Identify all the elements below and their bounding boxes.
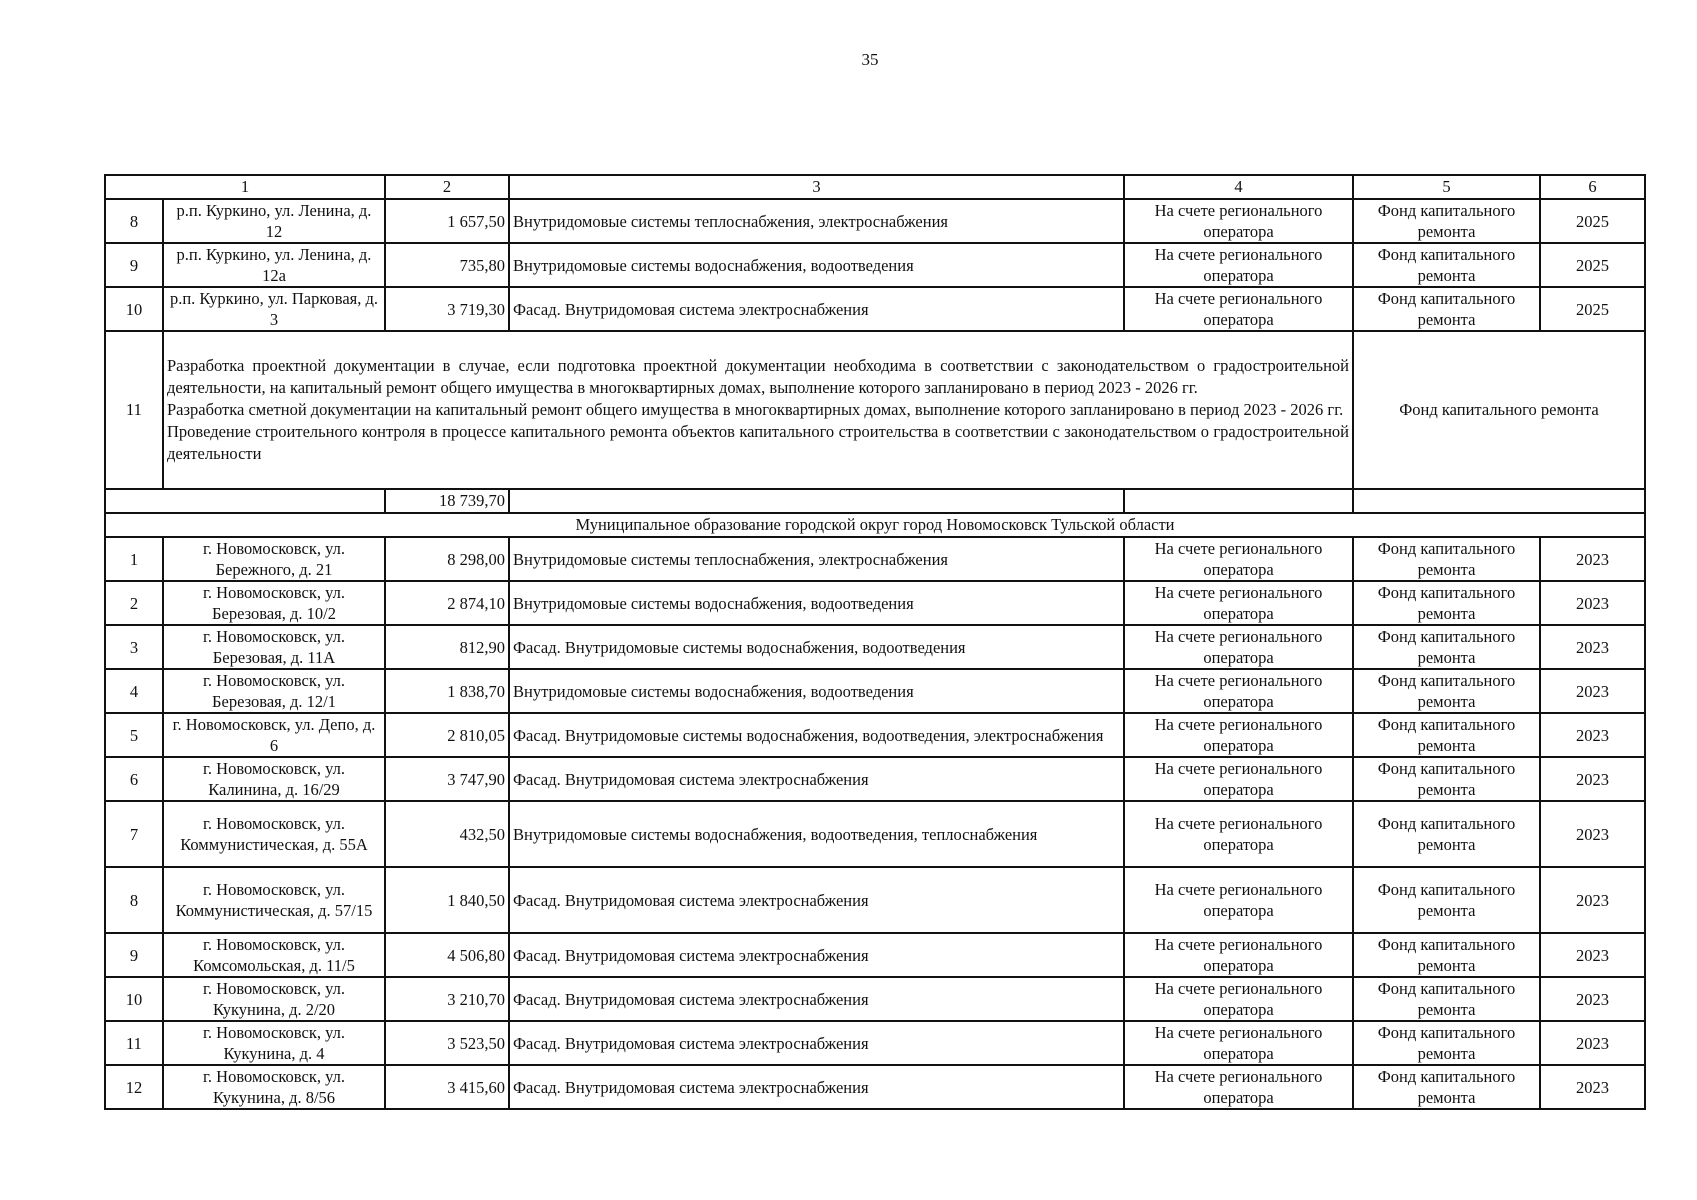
source-cell: Фонд капитального ремонта (1353, 537, 1540, 581)
row-number: 11 (105, 331, 163, 489)
column-number: 6 (1540, 175, 1645, 199)
address-cell: г. Новомосковск, ул. Коммунистическая, д. 55А (163, 801, 385, 867)
cost-cell: 2 810,05 (385, 713, 509, 757)
table-row (105, 537, 1645, 581)
cost-cell: 735,80 (385, 243, 509, 287)
cost-cell: 432,50 (385, 801, 509, 867)
cost-cell: 2 874,10 (385, 581, 509, 625)
account-cell: На счете регионального оператора (1124, 977, 1353, 1021)
table-row-project-documentation (105, 331, 1645, 489)
account-cell: На счете регионального оператора (1124, 801, 1353, 867)
cost-cell: 1 840,50 (385, 867, 509, 933)
works-cell: Внутридомовые системы теплоснабжения, электроснабжения (509, 537, 1124, 581)
cost-cell: 3 210,70 (385, 977, 509, 1021)
account-cell: На счете регионального оператора (1124, 581, 1353, 625)
source-cell: Фонд капитального ремонта (1353, 757, 1540, 801)
source-cell: Фонд капитального ремонта (1353, 867, 1540, 933)
address-cell: г. Новомосковск, ул. Кукунина, д. 4 (163, 1021, 385, 1065)
year-cell: 2023 (1540, 625, 1645, 669)
project-works-line: Проведение строительного контроля в процессе капитального ремонта объектов капитального строительства в соответствии с законодательством о градостроительной деятельности (167, 422, 1349, 463)
row-number: 8 (105, 867, 163, 933)
row-number: 6 (105, 757, 163, 801)
table-row (105, 287, 1645, 331)
account-cell: На счете регионального оператора (1124, 713, 1353, 757)
total-label-cell (105, 489, 385, 513)
year-cell: 2023 (1540, 669, 1645, 713)
table-row (105, 933, 1645, 977)
project-works-cell (163, 331, 1353, 489)
table-row (105, 243, 1645, 287)
total-cost: 18 739,70 (385, 489, 509, 513)
empty-cell (1124, 489, 1353, 513)
column-number-row (105, 175, 1645, 199)
row-number: 9 (105, 933, 163, 977)
source-cell: Фонд капитального ремонта (1353, 669, 1540, 713)
account-cell: На счете регионального оператора (1124, 669, 1353, 713)
table-row (105, 977, 1645, 1021)
address-cell: р.п. Куркино, ул. Парковая, д. 3 (163, 287, 385, 331)
source-cell: Фонд капитального ремонта (1353, 625, 1540, 669)
table-row (105, 625, 1645, 669)
account-cell: На счете регионального оператора (1124, 757, 1353, 801)
column-number: 4 (1124, 175, 1353, 199)
works-cell: Фасад. Внутридомовые системы водоснабжения, водоотведения (509, 625, 1124, 669)
empty-cell (509, 489, 1124, 513)
address-cell: р.п. Куркино, ул. Ленина, д. 12а (163, 243, 385, 287)
works-cell: Внутридомовые системы теплоснабжения, электроснабжения (509, 199, 1124, 243)
address-cell: г. Новомосковск, ул. Кукунина, д. 8/56 (163, 1065, 385, 1109)
section-title-row (105, 513, 1645, 537)
works-cell: Внутридомовые системы водоснабжения, водоотведения (509, 669, 1124, 713)
row-number: 1 (105, 537, 163, 581)
works-cell: Фасад. Внутридомовые системы водоснабжения, водоотведения, электроснабжения (509, 713, 1124, 757)
cost-cell: 3 415,60 (385, 1065, 509, 1109)
source-cell: Фонд капитального ремонта (1353, 801, 1540, 867)
address-cell: г. Новомосковск, ул. Депо, д. 6 (163, 713, 385, 757)
row-number: 8 (105, 199, 163, 243)
address-cell: р.п. Куркино, ул. Ленина, д. 12 (163, 199, 385, 243)
year-cell: 2023 (1540, 933, 1645, 977)
source-cell: Фонд капитального ремонта (1353, 1065, 1540, 1109)
year-cell: 2023 (1540, 537, 1645, 581)
table-row (105, 581, 1645, 625)
address-cell: г. Новомосковск, ул. Березовая, д. 10/2 (163, 581, 385, 625)
table-row (105, 1065, 1645, 1109)
row-number: 9 (105, 243, 163, 287)
works-cell: Фасад. Внутридомовая система электроснабжения (509, 977, 1124, 1021)
account-cell: На счете регионального оператора (1124, 625, 1353, 669)
cost-cell: 812,90 (385, 625, 509, 669)
source-cell: Фонд капитального ремонта (1353, 933, 1540, 977)
works-cell: Фасад. Внутридомовая система электроснабжения (509, 287, 1124, 331)
column-number: 3 (509, 175, 1124, 199)
row-number: 12 (105, 1065, 163, 1109)
address-cell: г. Новомосковск, ул. Коммунистическая, д. 57/15 (163, 867, 385, 933)
cost-cell: 3 747,90 (385, 757, 509, 801)
section-title: Муниципальное образование городской округ город Новомосковск Тульской области (105, 513, 1645, 537)
address-cell: г. Новомосковск, ул. Бережного, д. 21 (163, 537, 385, 581)
row-number: 7 (105, 801, 163, 867)
column-number: 1 (105, 175, 385, 199)
works-cell: Фасад. Внутридомовая система электроснабжения (509, 1021, 1124, 1065)
account-cell: На счете регионального оператора (1124, 199, 1353, 243)
works-cell: Фасад. Внутридомовая система электроснабжения (509, 1065, 1124, 1109)
year-cell: 2023 (1540, 977, 1645, 1021)
year-cell: 2023 (1540, 801, 1645, 867)
page-number: 35 (861, 50, 879, 69)
account-cell: На счете регионального оператора (1124, 537, 1353, 581)
capital-repair-table (104, 174, 1646, 1110)
account-cell: На счете регионального оператора (1124, 1021, 1353, 1065)
source-cell: Фонд капитального ремонта (1353, 287, 1540, 331)
project-works-line: Разработка сметной документации на капитальный ремонт общего имущества в многоквартирных домах, выполнение которого запланировано в период 2023 - 2026 гг. (167, 400, 1344, 419)
year-cell: 2023 (1540, 581, 1645, 625)
year-cell: 2025 (1540, 199, 1645, 243)
column-number: 2 (385, 175, 509, 199)
year-cell: 2023 (1540, 1065, 1645, 1109)
year-cell: 2025 (1540, 287, 1645, 331)
source-cell: Фонд капитального ремонта (1353, 977, 1540, 1021)
account-cell: На счете регионального оператора (1124, 1065, 1353, 1109)
project-works-line: Разработка проектной документации в случае, если подготовка проектной документации необходима в соответствии с законодательством о градостроительной деятельности, на капитальный ремонт общего имущества в многоквартирных домах, выполнение которого запланировано в период 2023 - 2026 гг. (167, 356, 1349, 397)
row-number: 3 (105, 625, 163, 669)
table-row (105, 669, 1645, 713)
row-number: 11 (105, 1021, 163, 1065)
table-row (105, 713, 1645, 757)
year-cell: 2023 (1540, 713, 1645, 757)
works-cell: Фасад. Внутридомовая система электроснабжения (509, 933, 1124, 977)
source-cell: Фонд капитального ремонта (1353, 199, 1540, 243)
cost-cell: 3 523,50 (385, 1021, 509, 1065)
address-cell: г. Новомосковск, ул. Березовая, д. 11А (163, 625, 385, 669)
table-row (105, 801, 1645, 867)
works-cell: Фасад. Внутридомовая система электроснабжения (509, 757, 1124, 801)
table-row (105, 199, 1645, 243)
source-cell: Фонд капитального ремонта (1353, 1021, 1540, 1065)
year-cell: 2023 (1540, 757, 1645, 801)
source-cell: Фонд капитального ремонта (1353, 581, 1540, 625)
cost-cell: 4 506,80 (385, 933, 509, 977)
account-cell: На счете регионального оператора (1124, 867, 1353, 933)
account-cell: На счете регионального оператора (1124, 933, 1353, 977)
cost-cell: 1 657,50 (385, 199, 509, 243)
empty-cell (1353, 489, 1645, 513)
row-number: 4 (105, 669, 163, 713)
works-cell: Фасад. Внутридомовая система электроснабжения (509, 867, 1124, 933)
year-cell: 2023 (1540, 867, 1645, 933)
year-cell: 2023 (1540, 1021, 1645, 1065)
source-cell: Фонд капитального ремонта (1353, 713, 1540, 757)
address-cell: г. Новомосковск, ул. Кукунина, д. 2/20 (163, 977, 385, 1021)
address-cell: г. Новомосковск, ул. Калинина, д. 16/29 (163, 757, 385, 801)
works-cell: Внутридомовые системы водоснабжения, водоотведения (509, 581, 1124, 625)
cost-cell: 1 838,70 (385, 669, 509, 713)
table-row (105, 867, 1645, 933)
table-row (105, 757, 1645, 801)
row-number: 10 (105, 977, 163, 1021)
row-number: 2 (105, 581, 163, 625)
table-row (105, 1021, 1645, 1065)
works-cell: Внутридомовые системы водоснабжения, водоотведения (509, 243, 1124, 287)
source-cell: Фонд капитального ремонта (1353, 243, 1540, 287)
row-number: 10 (105, 287, 163, 331)
cost-cell: 8 298,00 (385, 537, 509, 581)
source-cell: Фонд капитального ремонта (1353, 331, 1645, 489)
row-number: 5 (105, 713, 163, 757)
total-row (105, 489, 1645, 513)
works-cell: Внутридомовые системы водоснабжения, водоотведения, теплоснабжения (509, 801, 1124, 867)
year-cell: 2025 (1540, 243, 1645, 287)
address-cell: г. Новомосковск, ул. Березовая, д. 12/1 (163, 669, 385, 713)
account-cell: На счете регионального оператора (1124, 287, 1353, 331)
column-number: 5 (1353, 175, 1540, 199)
address-cell: г. Новомосковск, ул. Комсомольская, д. 11/5 (163, 933, 385, 977)
cost-cell: 3 719,30 (385, 287, 509, 331)
account-cell: На счете регионального оператора (1124, 243, 1353, 287)
